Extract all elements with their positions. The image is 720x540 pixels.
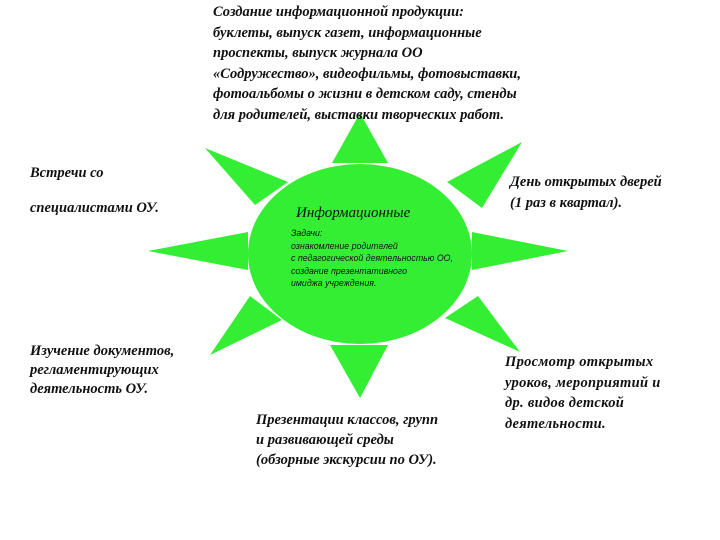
label-top-information-products: Создание информационной продукции: буклеты, выпуск газет, информационные проспекты, выпуск журнала ОО «Содружество», видеофильмы, фотовыставки, фотоальбомы о жизни в детском саду, стенды для родителей, выставки творческих работ. [213, 4, 521, 123]
label-open-days: День открытых дверей (1 раз в квартал). [510, 174, 662, 211]
ray-bottom [330, 345, 388, 398]
center-tasks: Задачи: ознакомление родителей с педагогической деятельностью ОО, создание презентативного имиджа учреждения. [291, 228, 453, 289]
label-open-lessons: Просмотр открытых уроков, мероприятий и др. видов детской деятельности. [505, 354, 661, 432]
label-meetings-specialists: Встречи со специалистами ОУ. [30, 165, 159, 216]
ray-left [148, 232, 248, 270]
label-studying-documents: Изучение документов, регламентирующих деятельность ОУ. [30, 343, 175, 397]
center-title: Информационные [296, 205, 411, 221]
ray-bottom-right [445, 296, 520, 352]
label-presentations: Презентации классов, групп и развивающей среды (обзорные экскурсии по ОУ). [256, 412, 439, 468]
